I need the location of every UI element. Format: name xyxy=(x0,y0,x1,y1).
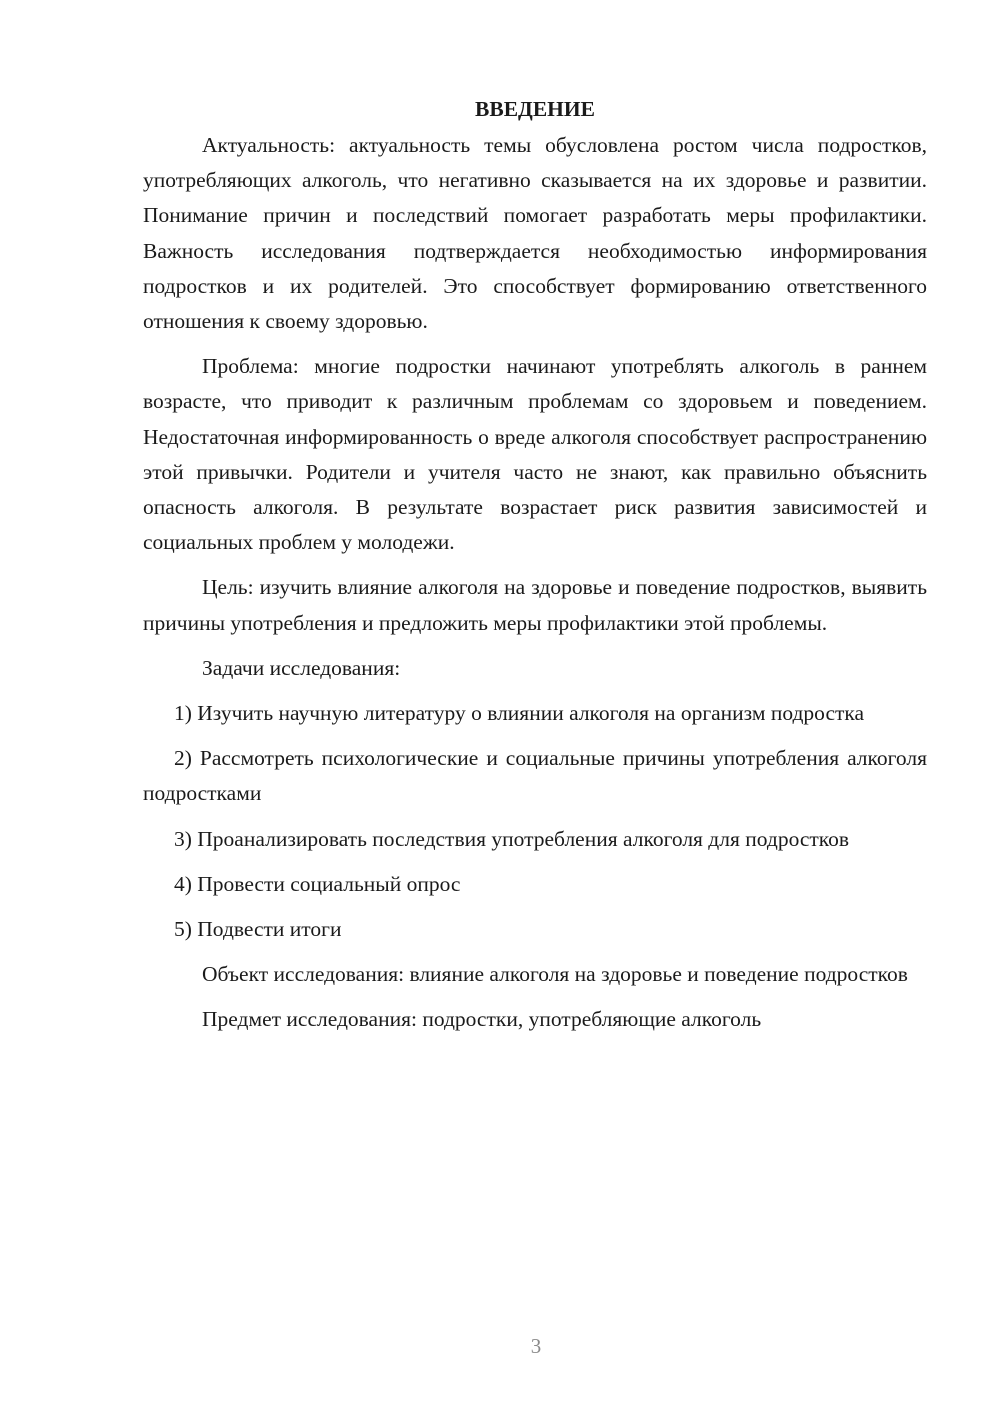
tasks-title: Задачи исследования: xyxy=(202,655,401,680)
paragraph-subject: Предмет исследования: подростки, употребляющие алкоголь xyxy=(202,1007,762,1032)
task-item-3: 3) Проанализировать последствия употребления алкоголя для подростков xyxy=(174,826,850,851)
task-item-1: 1) Изучить научную литературу о влиянии алкоголя на организм подростка xyxy=(174,701,865,726)
paragraph-problem: Проблема: многие подростки начинают употреблять алкоголь в раннем возрасте, что приводит к различным проблемам со здоровьем и поведением. Недостаточная информированность о вреде алкоголя способствует распространению этой привычки. Родители и учителя часто не знают, как правильно объяснить опасность алкоголя. В результате возрастает риск развития зависимостей и социальных проблем у молодежи. xyxy=(143,354,927,555)
task-item-2: 2) Рассмотреть психологические и социальные причины употребления алкоголя подростками xyxy=(143,746,927,806)
task-item-4: 4) Провести социальный опрос xyxy=(174,871,461,896)
task-item-5: 5) Подвести итоги xyxy=(174,917,342,942)
paragraph-relevance: Актуальность: актуальность темы обусловлена ростом числа подростков, употребляющих алкоголь, что негативно сказывается на их здоровье и развитии. Понимание причин и последствий помогает разработать меры профилактики. Важность исследования подтверждается необходимостью информирования подростков и их родителей. Это способствует формированию ответственного отношения к своему здоровью. xyxy=(143,133,927,334)
paragraph-object: Объект исследования: влияние алкоголя на здоровье и поведение подростков xyxy=(202,962,908,987)
document-page xyxy=(143,92,927,1048)
page-number: 3 xyxy=(530,1334,542,1358)
page-title: ВВЕДЕНИЕ xyxy=(475,97,595,121)
paragraph-goal: Цель: изучить влияние алкоголя на здоровье и поведение подростков, выявить причины употребления и предложить меры профилактики этой проблемы. xyxy=(143,575,927,635)
